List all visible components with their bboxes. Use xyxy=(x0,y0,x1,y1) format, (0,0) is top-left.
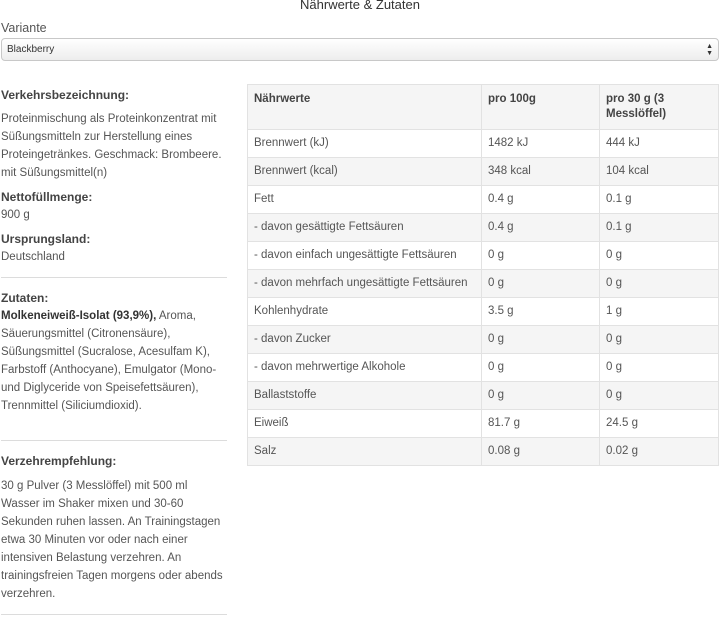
value-per-100g: 0 g xyxy=(482,270,600,298)
value-per-100g: 0.08 g xyxy=(482,438,600,466)
nutrient-name: Salz xyxy=(248,438,482,466)
nutrition-table xyxy=(247,84,719,466)
table-row xyxy=(248,214,719,242)
value-per-30g: 0.02 g xyxy=(600,438,719,466)
value-per-30g: 1 g xyxy=(600,298,719,326)
value-per-100g: 0 g xyxy=(482,382,600,410)
divider xyxy=(1,277,227,278)
table-row xyxy=(248,298,719,326)
nutrition-header: pro 100g xyxy=(482,85,600,130)
value-per-100g: 0 g xyxy=(482,242,600,270)
page-title: Nährwerte & Zutaten xyxy=(300,0,420,12)
nutrition-header: pro 30 g (3 Messlöffel) xyxy=(600,85,719,130)
value-per-100g: 1482 kJ xyxy=(482,130,600,158)
variant-select[interactable] xyxy=(1,38,719,61)
table-row xyxy=(248,382,719,410)
table-row xyxy=(248,158,719,186)
origin-heading: Ursprungsland: xyxy=(1,232,91,246)
designation-text: Proteinmischung als Proteinkonzentrat mit Süßungsmitteln zur Herstellung eines Proteingetränkes. Geschmack: Brombeere. mit Süßungsmittel(n) xyxy=(1,113,222,179)
usage-heading: Verzehrempfehlung: xyxy=(1,454,117,468)
nutrient-name: - davon mehrwertige Alkohole xyxy=(248,354,482,382)
nutrient-name: Brennwert (kJ) xyxy=(248,130,482,158)
value-per-100g: 348 kcal xyxy=(482,158,600,186)
ingredients-rest: Aroma, Säuerungsmittel (Citronensäure), Süßungsmittel (Sucralose, Acesulfam K), Farbstoff (Anthocyane), Emulgator (Mono- und Diglyceride von Speisefettsäuren), Trennmittel (Siliciumdioxid). xyxy=(1,310,217,412)
value-per-30g: 444 kJ xyxy=(600,130,719,158)
value-per-100g: 0 g xyxy=(482,326,600,354)
table-row xyxy=(248,326,719,354)
product-info xyxy=(1,84,227,615)
value-per-100g: 0.4 g xyxy=(482,214,600,242)
table-row xyxy=(248,130,719,158)
table-row xyxy=(248,242,719,270)
usage-text: 30 g Pulver (3 Messlöffel) mit 500 ml Wasser im Shaker mixen und 30-60 Sekunden ruhen lassen. An Trainingstagen etwa 30 Minuten vor oder nach einer intensiven Belastung verzehren. An trainingsfreien Tagen morgens oder abends verzehren. xyxy=(1,480,223,600)
value-per-30g: 0 g xyxy=(600,382,719,410)
value-per-100g: 81.7 g xyxy=(482,410,600,438)
nutrition-header-row xyxy=(248,85,719,130)
nutrient-name: Brennwert (kcal) xyxy=(248,158,482,186)
ingredients-main: Molkeneiweiß-Isolat (93,9%), xyxy=(1,310,157,322)
ingredients-heading: Zutaten: xyxy=(1,291,49,305)
variant-selected-value: Blackberry xyxy=(7,44,55,55)
ingredients-text xyxy=(1,307,227,415)
value-per-30g: 0 g xyxy=(600,354,719,382)
table-row xyxy=(248,354,719,382)
table-row xyxy=(248,410,719,438)
table-row xyxy=(248,186,719,214)
nutrient-name: Kohlenhydrate xyxy=(248,298,482,326)
value-per-30g: 0 g xyxy=(600,326,719,354)
value-per-30g: 24.5 g xyxy=(600,410,719,438)
table-row xyxy=(248,270,719,298)
origin-value: Deutschland xyxy=(1,251,65,263)
nutrient-name: - davon Zucker xyxy=(248,326,482,354)
value-per-30g: 0.1 g xyxy=(600,186,719,214)
nutrient-name: - davon einfach ungesättigte Fettsäuren xyxy=(248,242,482,270)
variant-label: Variante xyxy=(1,21,47,35)
value-per-100g: 0.4 g xyxy=(482,186,600,214)
table-row xyxy=(248,438,719,466)
nutrition-header: Nährwerte xyxy=(248,85,482,130)
up-down-chevrons-icon: ▲ ▼ xyxy=(706,43,713,57)
nutrient-name: - davon gesättigte Fettsäuren xyxy=(248,214,482,242)
value-per-100g: 0 g xyxy=(482,354,600,382)
nutrient-name: Eiweiß xyxy=(248,410,482,438)
net-heading: Nettofüllmenge: xyxy=(1,190,93,204)
net-value: 900 g xyxy=(1,209,30,221)
divider xyxy=(1,614,227,615)
value-per-100g: 3.5 g xyxy=(482,298,600,326)
value-per-30g: 104 kcal xyxy=(600,158,719,186)
nutrient-name: Ballaststoffe xyxy=(248,382,482,410)
divider xyxy=(1,440,227,441)
value-per-30g: 0 g xyxy=(600,270,719,298)
nutrient-name: Fett xyxy=(248,186,482,214)
value-per-30g: 0 g xyxy=(600,242,719,270)
designation-heading: Verkehrsbezeichnung: xyxy=(1,88,130,102)
nutrient-name: - davon mehrfach ungesättigte Fettsäuren xyxy=(248,270,482,298)
value-per-30g: 0.1 g xyxy=(600,214,719,242)
